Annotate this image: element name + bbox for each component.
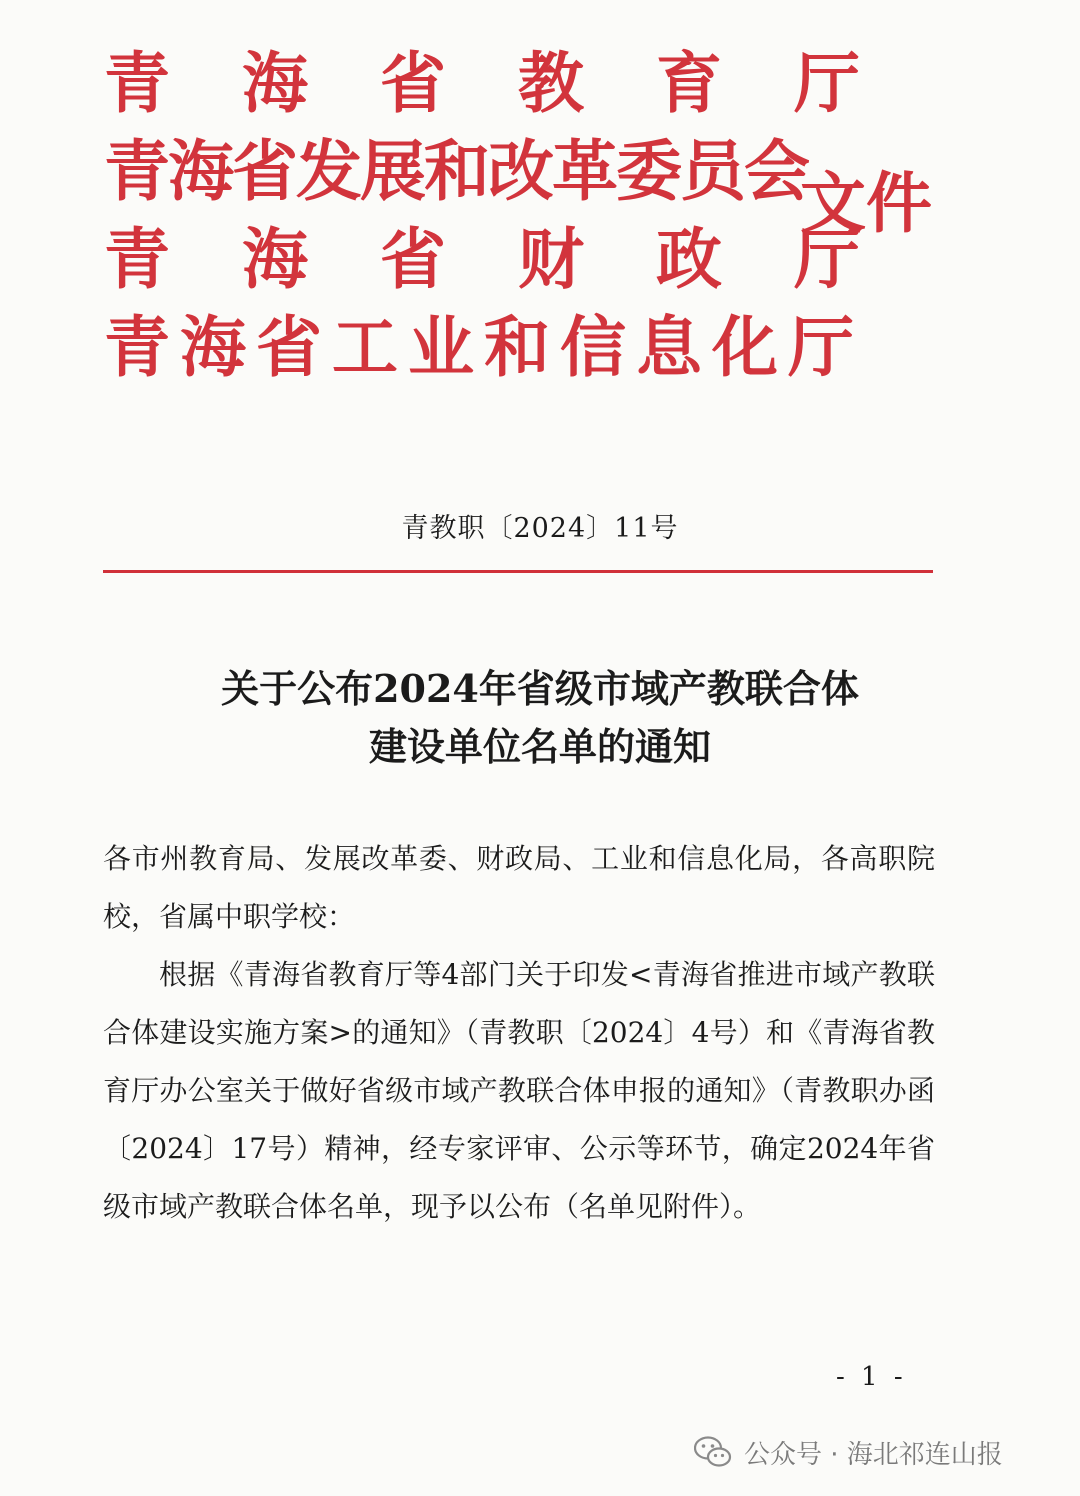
wechat-icon xyxy=(694,1436,732,1468)
red-separator-line xyxy=(103,570,933,573)
salutation: 各市州教育局、发展改革委、财政局、工业和信息化局，各高职院校，省属中职学校： xyxy=(103,842,935,933)
watermark-text: 公众号 · 海北祁连山报 xyxy=(744,1439,1003,1470)
issuer-industry-it-dept xyxy=(104,304,864,392)
issuer-development-commission xyxy=(104,128,808,216)
document-body xyxy=(103,830,935,1236)
title-line-2: 建设单位名单的通知 xyxy=(368,724,711,769)
issuer-finance-dept xyxy=(104,216,932,304)
document-number: 青教职〔2024〕11号 xyxy=(401,513,679,544)
issuer-name: 青海省发展和改革委员会 xyxy=(104,133,808,210)
issuer-education-dept xyxy=(104,40,932,128)
letterhead-suffix: 文件 xyxy=(800,165,932,242)
issuer-name: 青海省教育厅 xyxy=(104,45,932,122)
title-line-1: 关于公布2024年省级市域产教联合体 xyxy=(221,666,859,711)
issuer-name: 青海省工业和信息化厅 xyxy=(104,309,864,386)
document-title xyxy=(0,660,1080,776)
issuer-name: 青海省财政厅 xyxy=(104,221,932,298)
watermark xyxy=(694,1430,1003,1474)
body-paragraph: 根据《青海省教育厅等4部门关于印发<青海省推进市域产教联合体建设实施方案>的通知》（青教职〔2024〕4号）和《青海省教育厅办公室关于做好省级市域产教联合体申报的通知》（青教职办函〔2024〕17号）精神，经专家评审、公示等环节，确定2024年省级市域产教联合体名单，现予以公布（名单见附件）。 xyxy=(103,958,935,1223)
page-number: - 1 - xyxy=(836,1362,907,1392)
